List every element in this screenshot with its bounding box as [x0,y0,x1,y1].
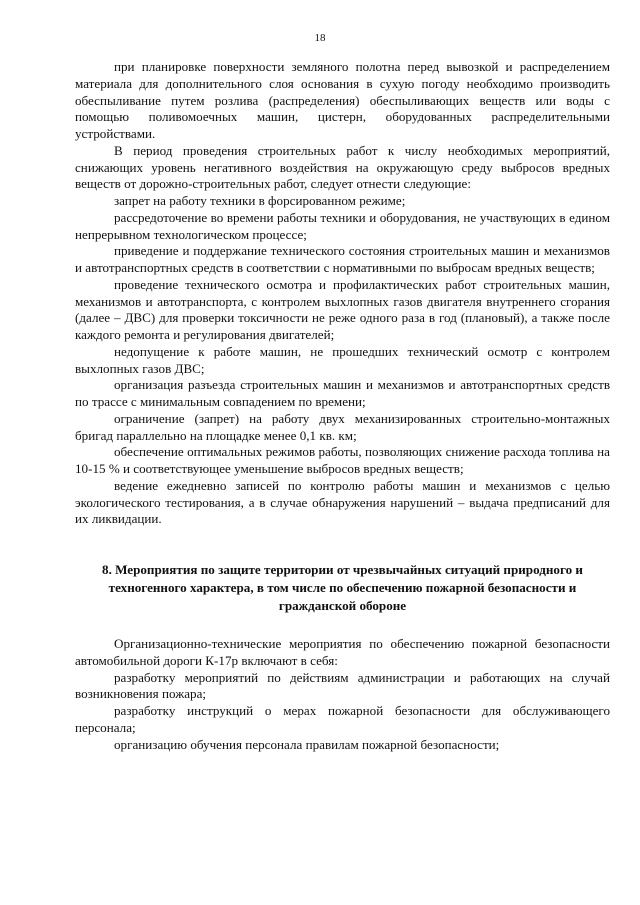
paragraph-fire-safety-intro: Организационно-технические мероприятия по обеспечению пожарной безопасности автомобильной дороги К-17р включают в себя: [75,636,610,668]
top-paragraphs [75,59,610,528]
section-heading: 8. Мероприятия по защите территории от чрезвычайных ситуаций природного и техногенного характера, в том числе по обеспечению пожарной безопасности и гражданской обороне [102,562,583,613]
list-item-traffic-organization: организация разъезда строительных машин и механизмов и автотранспортных средств по трассе с минимальным совпадением по времени; [75,377,610,409]
list-item-technical-inspection: проведение технического осмотра и профилактических работ строительных машин, механизмов и автотранспорта, с контролем выхлопных газов двигателя внутреннего сгорания (далее – ДВС) для проверки токсичности не реже одного раза в год (плановый), а также после каждого ремонта и регулирования двигателей; [75,276,610,342]
list-item-fire-action-plan: разработку мероприятий по действиям администрации и работающих на случай возникновения пожара; [75,669,610,702]
list-item-optimal-modes: обеспечение оптимальных режимов работы, позволяющих снижение расхода топлива на 10-15 % и соответствующее уменьшение выбросов вредных веществ; [75,444,610,476]
paragraph-dust-suppression: при планировке поверхности земляного полотна перед вывозкой и распределением материала для дополнительного слоя основания в сухую погоду необходимо производить обеспыливание путем розлива (распределения) обеспыливающих веществ или воды с помощью поливомоечных машин, цистерн, оборудованных распределительными устройствами. [75,59,610,141]
page-number: 18 [314,32,326,44]
list-item-forced-mode-ban: запрет на работу техники в форсированном режиме; [114,193,406,208]
page-content [75,59,610,753]
list-item-fire-instructions: разработку инструкций о мерах пожарной безопасности для обслуживающего персонала; [75,703,610,735]
list-item-inspection-admission: недопущение к работе машин, не прошедших технический осмотр с контролем выхлопных газов ДВС; [75,343,610,376]
list-item-daily-records: ведение ежедневно записей по контролю работы машин и механизмов с целью экологического тестирования, а в случае обнаружения нарушений – выдача предписаний для их ликвидации. [75,477,610,527]
list-item-time-dispersal: рассредоточение во времени работы техники и оборудования, не участвующих в едином непрерывном технологическом процессе; [75,209,610,242]
list-item-technical-condition: приведение и поддержание технического состояния строительных машин и механизмов и автотранспортных средств в соответствии с нормативными по выбросам вредных веществ; [75,243,610,275]
list-item-crew-restriction: ограничение (запрет) на работу двух механизированных строительно-монтажных бригад параллельно на площадке менее 0,1 кв. км; [75,410,610,443]
paragraph-construction-measures-intro: В период проведения строительных работ к числу необходимых мероприятий, снижающих уровень негативного воздействия на окружающую среду выбросов вредных веществ от дорожно-строительных работ, следует отнести следующие: [75,142,610,192]
list-item-staff-training: организацию обучения персонала правилам пожарной безопасности; [114,736,500,752]
bottom-paragraphs [75,636,610,753]
